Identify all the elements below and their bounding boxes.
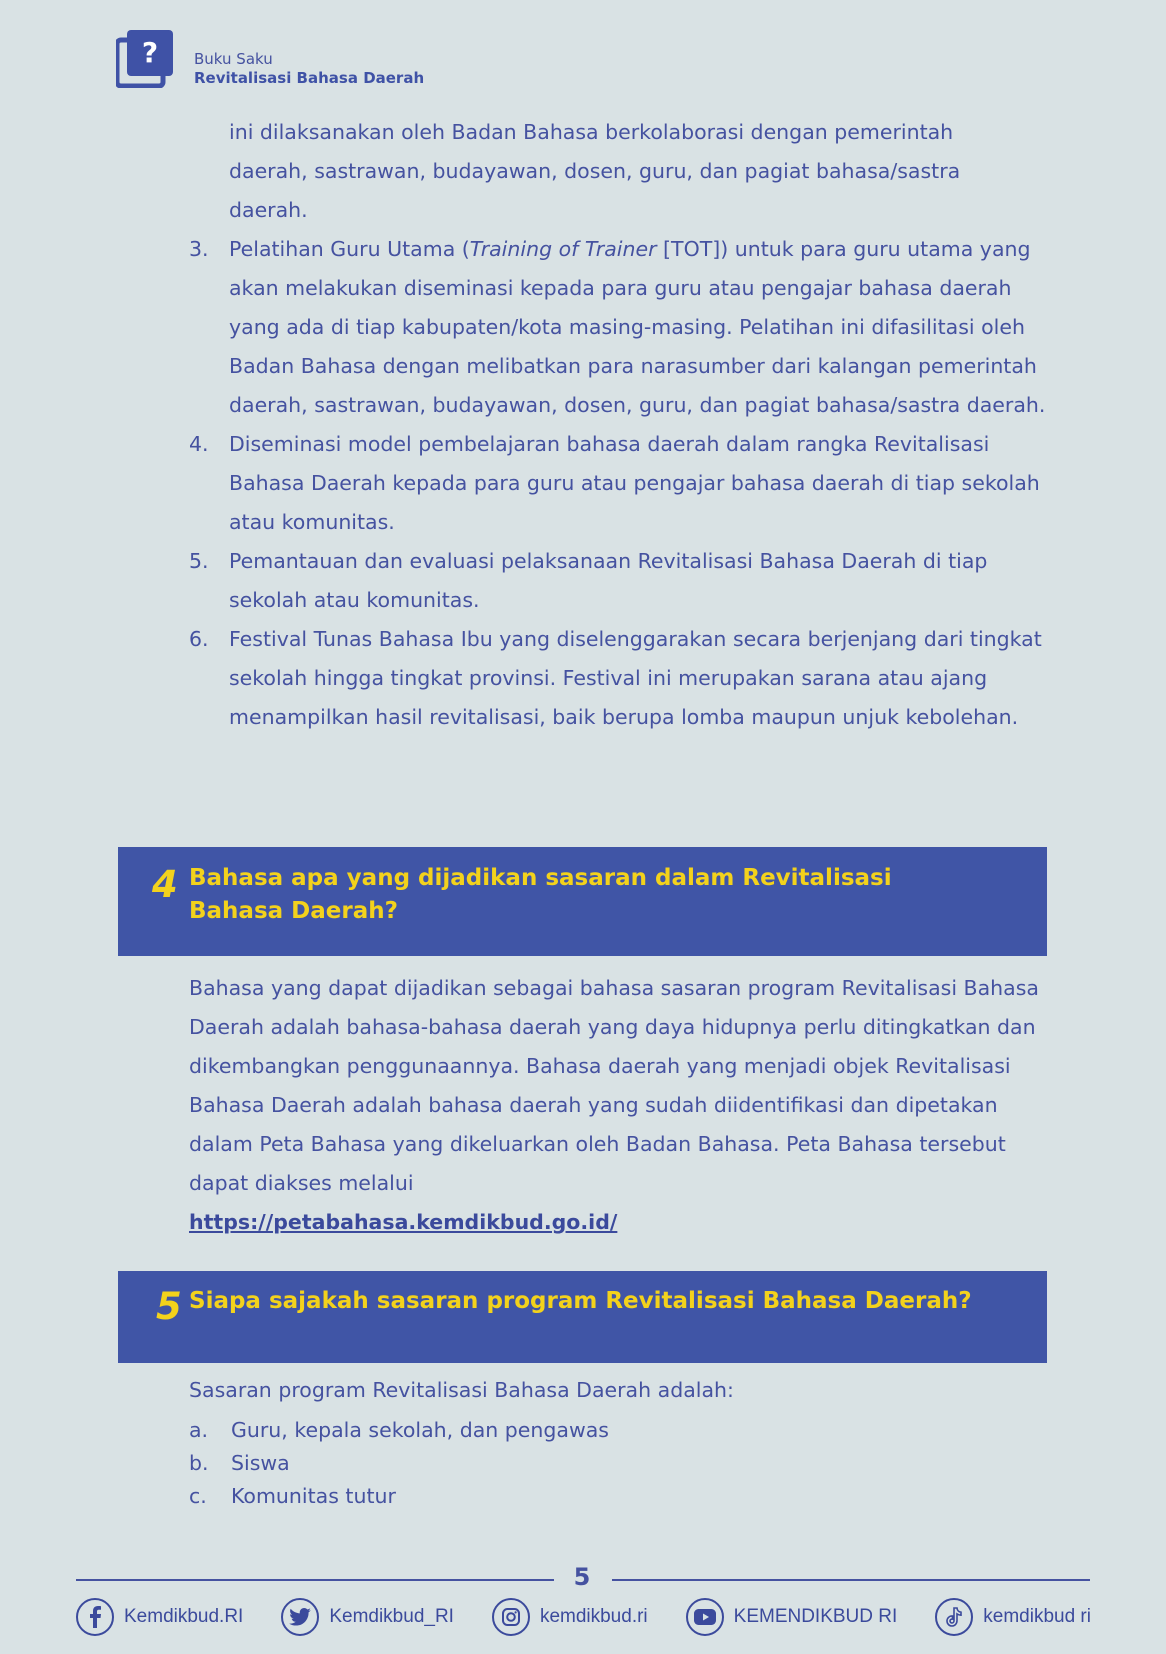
tiktok-icon bbox=[935, 1598, 973, 1636]
twitter-icon bbox=[281, 1598, 319, 1636]
list-continuation: ini dilaksanakan oleh Badan Bahasa berkolaborasi dengan pemerintah daerah, sastrawan, budayawan, dosen, guru, dan pagiat bahasa/sastra daerah. bbox=[229, 120, 961, 222]
social-links bbox=[76, 1598, 1091, 1636]
list-item: 6. Festival Tunas Bahasa Ibu yang diselenggarakan secara berjenjang dari tingkat sekolah hingga tingkat provinsi. Festival ini merupakan sarana atau ajang menampilkan hasil revitalisasi, baik berupa lomba maupun unjuk kebolehan. bbox=[189, 627, 1042, 729]
page-header bbox=[116, 30, 424, 88]
footer-divider-left bbox=[76, 1579, 554, 1581]
brand-title: Revitalisasi Bahasa Daerah bbox=[194, 69, 425, 87]
peta-bahasa-link[interactable]: https://petabahasa.kemdikbud.go.id/ bbox=[189, 1210, 618, 1234]
question-4-answer: Bahasa yang dapat dijadikan sebagai bahasa sasaran program Revitalisasi Bahasa Daerah adalah bahasa-bahasa daerah yang daya hidupnya perlu ditingkatkan dan dikembangkan penggunaannya. Bahasa daerah yang menjadi objek Revitalisasi Bahasa Daerah adalah bahasa daerah yang sudah diidentifikasi dan dipetakan dalam Peta Bahasa yang dikeluarkan oleh Badan Bahasa. Peta Bahasa tersebut dapat diakses melalui https://petabahasa.kemdikbud.go.id/ bbox=[189, 976, 1039, 1234]
svg-text:?: ? bbox=[141, 36, 159, 69]
list-item: a. Guru, kepala sekolah, dan pengawas bbox=[189, 1418, 609, 1442]
brand-subtitle: Buku Saku bbox=[194, 50, 273, 68]
instagram-link[interactable]: kemdikbud.ri bbox=[492, 1598, 648, 1636]
page-number: 5 bbox=[573, 1563, 591, 1591]
list-item: c. Komunitas tutur bbox=[189, 1484, 396, 1508]
list-item: 5. Pemantauan dan evaluasi pelaksanaan Revitalisasi Bahasa Daerah di tiap sekolah atau komunitas. bbox=[189, 549, 988, 612]
tiktok-link[interactable]: kemdikbud ri bbox=[935, 1598, 1091, 1636]
question-number: 5 bbox=[156, 1285, 182, 1328]
question-title: Bahasa apa yang dijadikan sasaran dalam Revitalisasi Bahasa Daerah? bbox=[189, 865, 892, 924]
question-4-banner bbox=[118, 847, 1047, 956]
youtube-icon bbox=[686, 1598, 724, 1636]
question-5-intro: Sasaran program Revitalisasi Bahasa Daerah adalah: bbox=[189, 1378, 734, 1402]
list-item: b. Siswa bbox=[189, 1451, 290, 1475]
facebook-link[interactable]: Kemdikbud.RI bbox=[76, 1598, 243, 1636]
list-item: 3. Pelatihan Guru Utama (Training of Trainer [TOT]) untuk para guru utama yang akan melakukan diseminasi kepada para guru atau pengajar bahasa daerah yang ada di tiap kabupaten/kota masing-masing. Pelatihan ini difasilitasi oleh Badan Bahasa dengan melibatkan para narasumber dari kalangan pemerintah daerah, sastrawan, budayawan, dosen, guru, dan pagiat bahasa/sastra daerah. bbox=[189, 237, 1046, 417]
twitter-link[interactable]: Kemdikbud_RI bbox=[281, 1598, 454, 1636]
youtube-link[interactable]: KEMENDIKBUD RI bbox=[686, 1598, 898, 1636]
target-list bbox=[189, 1414, 989, 1513]
instagram-icon bbox=[492, 1598, 530, 1636]
footer-divider-right bbox=[612, 1579, 1090, 1581]
question-book-logo bbox=[116, 30, 174, 88]
numbered-list bbox=[189, 113, 1059, 737]
facebook-icon bbox=[76, 1598, 114, 1636]
question-title: Siapa sajakah sasaran program Revitalisasi Bahasa Daerah? bbox=[189, 1288, 972, 1314]
list-item: 4. Diseminasi model pembelajaran bahasa daerah dalam rangka Revitalisasi Bahasa Daerah kepada para guru atau pengajar bahasa daerah di tiap sekolah atau komunitas. bbox=[189, 432, 1040, 534]
question-number: 4 bbox=[152, 863, 178, 906]
question-5-banner bbox=[118, 1271, 1047, 1363]
